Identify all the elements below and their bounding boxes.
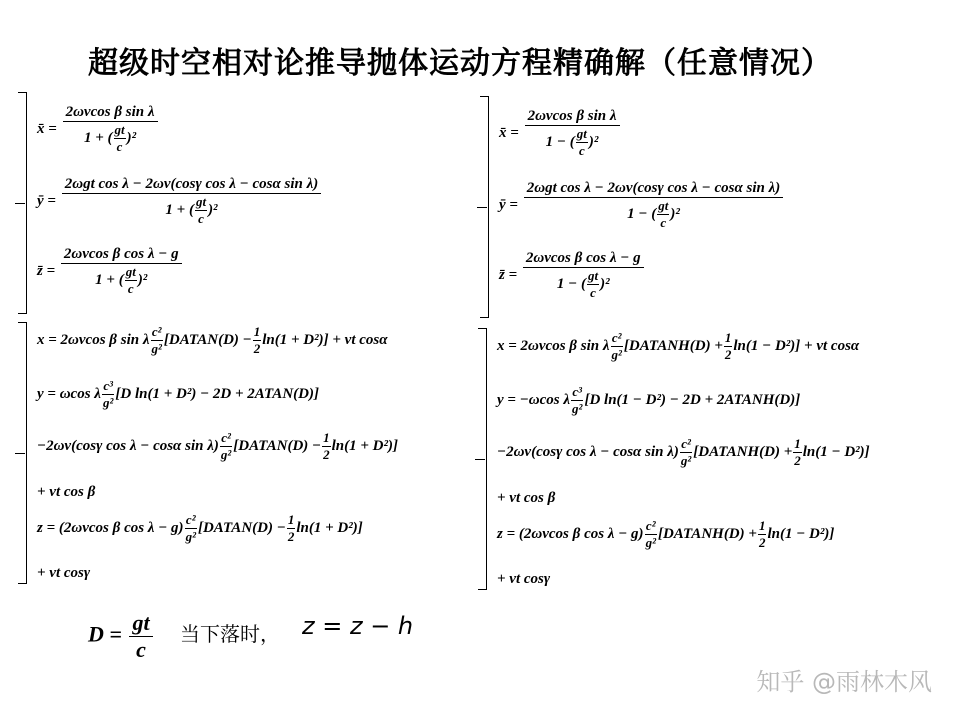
eq-line3: −2ωv(cosγ cos λ − cosα sin λ) $\frac{\text{c²}}{\text{g²}}$ [DATANH(D) + $\frac{1}{2}$ ln(1 − D²)] xyxy=(497,436,870,468)
brace-tip xyxy=(15,453,25,454)
system-bottom-left xyxy=(26,322,477,584)
eq-line4: + vt cos β xyxy=(497,490,556,506)
fraction: $\frac{gt}{c}$ xyxy=(129,610,152,663)
watermark: 知乎 @雨林木风 xyxy=(756,668,932,696)
eq-line3: −2ωv(cosγ cos λ − cosα sin λ) $\frac{\text{c²}}{\text{g²}}$ [DATAN(D) − $\frac{1}{2}$ ln(1 + D²)] xyxy=(37,430,398,462)
fraction: 2ωvcos β cos λ − g 1 − ( $\frac{gt}{c}$ )² xyxy=(523,250,644,301)
eq-x: x = 2ωvcos β sin λ $\frac{\text{c²}}{\text{g²}}$ [DATANH(D) + $\frac{1}{2}$ ln(1 − D²)] + vt cosα xyxy=(497,330,860,362)
fall-equation: z = z − h xyxy=(302,612,414,640)
eq-y: y = ωcos λ $\frac{\text{c³}}{\text{g²}}$ [D ln(1 + D²) − 2D + 2ATAN(D)] xyxy=(37,378,319,410)
eq-line6: + vt cosγ xyxy=(497,571,551,587)
system-bottom-right xyxy=(486,328,947,590)
eq-x: x = 2ωvcos β sin λ $\frac{\text{c²}}{\text{g²}}$ [DATAN(D) − $\frac{1}{2}$ ln(1 + D²)] + vt cosα xyxy=(37,324,388,356)
brace-tip xyxy=(475,459,485,460)
system-top-left xyxy=(26,92,457,314)
eq-line6: + vt cosγ xyxy=(37,565,91,581)
eq-line4: + vt cos β xyxy=(37,484,96,500)
eq-ybar: ȳ = 2ωgt cos λ − 2ωv(cosγ cos λ − cosα sin λ) 1 − ( $\frac{gt}{c}$ )² xyxy=(499,180,785,231)
brace-tip xyxy=(15,203,25,204)
page-title: 超级时空相对论推导抛体运动方程精确解（任意情况） xyxy=(88,46,832,81)
eq-xbar: x̄ = 2ωvcos β sin λ 1 + ( $\frac{gt}{c}$ )² xyxy=(37,104,160,155)
fraction: 2ωvcos β sin λ 1 + ( $\frac{gt}{c}$ )² xyxy=(63,104,158,155)
fraction: 2ωgt cos λ − 2ωv(cosγ cos λ − cosα sin λ) 1 + ( $\frac{gt}{c}$ )² xyxy=(62,176,322,227)
fraction: 2ωvcos β sin λ 1 − ( $\frac{gt}{c}$ )² xyxy=(525,108,620,159)
eq-zbar: z̄ = 2ωvcos β cos λ − g 1 − ( $\frac{gt}{c}$ )² xyxy=(499,250,646,301)
brace-tip xyxy=(477,207,487,208)
fraction: 2ωgt cos λ − 2ωv(cosγ cos λ − cosα sin λ) 1 − ( $\frac{gt}{c}$ )² xyxy=(524,180,784,231)
d-definition: D = $\frac{gt}{c}$ xyxy=(88,610,155,663)
fraction: 2ωvcos β cos λ − g 1 + ( $\frac{gt}{c}$ )² xyxy=(61,246,182,297)
fall-note: 当下落时， xyxy=(180,622,280,646)
eq-xbar: x̄ = 2ωvcos β sin λ 1 − ( $\frac{gt}{c}$ )² xyxy=(499,108,622,159)
eq-y: y = −ωcos λ $\frac{\text{c³}}{\text{g²}}$ [D ln(1 − D²) − 2D + 2ATANH(D)] xyxy=(497,384,801,416)
eq-zbar: z̄ = 2ωvcos β cos λ − g 1 + ( $\frac{gt}{c}$ )² xyxy=(37,246,184,297)
eq-z: z = (2ωvcos β cos λ − g) $\frac{\text{c²}}{\text{g²}}$ [DATAN(D) − $\frac{1}{2}$ ln(1 + D²)] xyxy=(37,512,363,544)
eq-z: z = (2ωvcos β cos λ − g) $\frac{\text{c²}}{\text{g²}}$ [DATANH(D) + $\frac{1}{2}$ ln(1 − D²)] xyxy=(497,518,835,550)
system-top-right xyxy=(488,96,929,318)
eq-ybar: ȳ = 2ωgt cos λ − 2ωv(cosγ cos λ − cosα sin λ) 1 + ( $\frac{gt}{c}$ )² xyxy=(37,176,323,227)
